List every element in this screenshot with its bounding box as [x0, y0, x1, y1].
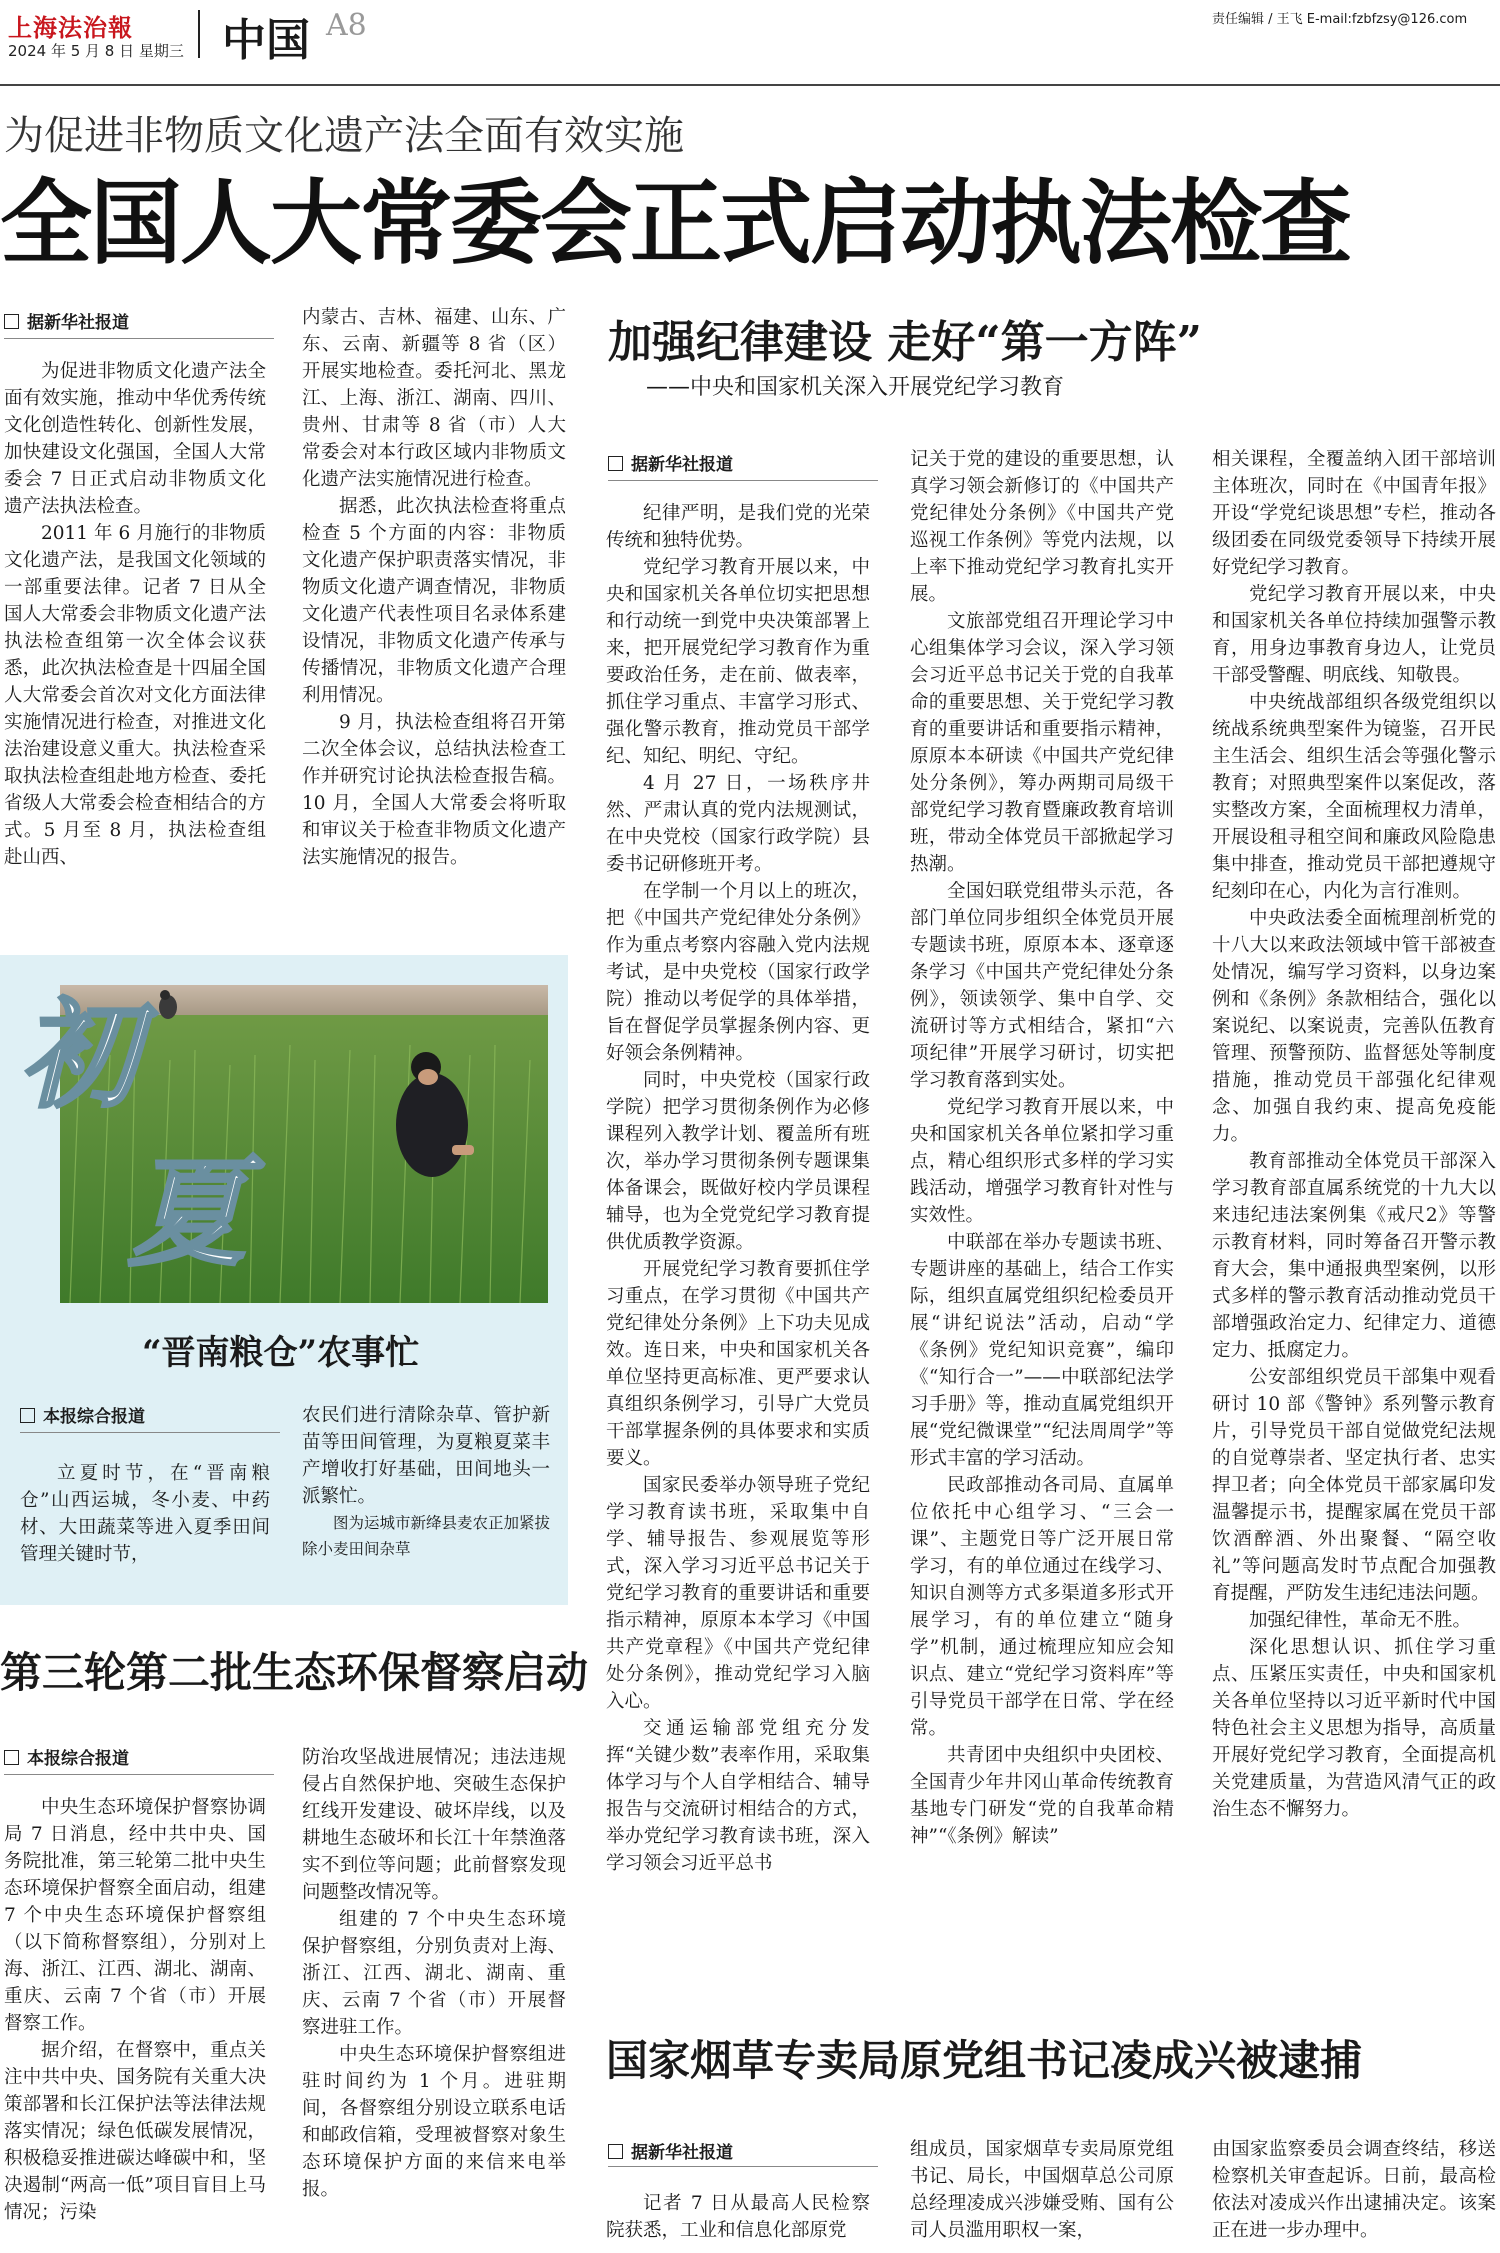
- party-paragraph: 开展党纪学习教育要抓住学习重点，在学习贯彻《中国共产党纪律处分条例》上下功夫见成效。连日来，中央和国家机关各单位坚持更高标准、更严要求认真组织条例学习，引导广大党员干部掌握条例的具体要求和实质要义。: [606, 1259, 870, 1469]
- party-column-2: [910, 446, 1174, 1850]
- party-paragraph: 中央统战部组织各级党组织以统战系统典型案件为镜鉴，召开民主生活会、组织生活会等强化警示教育；对照典型案件以案促改，落实整改方案，全面梳理权力清单，开展设租寻租空间和廉政风险隐患集中排查，推动党员干部把遵规守纪刻印在心，内化为言行准则。: [1212, 692, 1496, 902]
- party-paragraph: 教育部推动全体党员干部深入学习教育部直属系统党的十九大以来违纪违法案例集《戒尺2》等警示教育材料，同时筹备召开警示教育大会，集中通报典型案例，以形式多样的警示教育活动推动党员干部增强政治定力、纪律定力、道德定力、抵腐定力。: [1212, 1151, 1496, 1361]
- byline-box-icon: [608, 2144, 623, 2159]
- lead-paragraph: 9 月，执法检查组将召开第二次全体会议，总结执法检查工作并研究讨论执法检查报告稿。10 月，全国人大常委会将听取和审议关于检查非物质文化遗产法实施情况的报告。: [302, 712, 566, 868]
- party-paragraph: 中联部在举办专题读书班、专题讲座的基础上，结合工作实际，组织直属党组织纪检委员开展“讲纪说法”活动，启动“学《条例》党纪知识竞赛”，编印《“知行合一”——中联部纪法学习手册》等，推动直属党组织开展“党纪微课堂”“纪法周周学”等形式丰富的学习活动。: [910, 1232, 1174, 1469]
- issue-date: 2024 年 5 月 8 日 星期三: [8, 42, 184, 60]
- masthead-rule: [0, 84, 1500, 86]
- lead-paragraph: 据悉，此次执法检查将重点检查 5 个方面的内容：非物质文化遗产保护职责落实情况，非物质文化遗产调查情况，非物质文化遗产代表性项目名录体系建设情况，非物质文化遗产传承与传播情况，非物质文化遗产合理利用情况。: [302, 496, 566, 706]
- page-number: A8: [326, 8, 367, 43]
- photo-caption: 图为运城市新绛县麦农正加紧拔除小麦田间杂草: [302, 1514, 551, 1558]
- eco-paragraph: 中央生态环境保护督察组进驻时间约为 1 个月。进驻期间，各督察组分别设立联系电话和邮政信箱，受理被督察对象生态环境保护方面的来信来电举报。: [302, 2044, 566, 2200]
- tobacco-column-1: [606, 2190, 870, 2244]
- eco-paragraph: 中央生态环境保护督察协调局 7 日消息，经中共中央、国务院批准，第三轮第二批中央生态环境保护督察全面启动，组建 7 个中央生态环境保护督察组（以下简称督察组），分别对上海、浙江、江西、湖北、湖南、重庆、云南 7 个省（市）开展督察工作。: [4, 1797, 266, 2034]
- party-paragraph: 加强纪律性，革命无不胜。: [1249, 1610, 1472, 1631]
- tobacco-byline-rule: [608, 2166, 878, 2167]
- tobacco-byline: [608, 2138, 733, 2163]
- party-paragraph: 全国妇联党组带头示范，各部门单位同步组织全体党员开展专题读书班，原原本本、逐章逐条学习《中国共产党纪律处分条例》，领读领学、集中自学、交流研讨等方式相结合，紧扣“六项纪律”开展学习研讨，切实把学习教育落到实处。: [910, 881, 1174, 1091]
- calligraphy-character-1: 初: [20, 985, 139, 1124]
- party-byline: [608, 450, 733, 475]
- lead-byline: [4, 308, 129, 333]
- party-paragraph: 在学制一个月以上的班次，把《中国共产党纪律处分条例》作为重点考察内容融入党内法规考试，是中央党校（国家行政学院）推动以考促学的具体举措，旨在督促学员掌握条例内容、更好领会条例精神。: [606, 881, 870, 1064]
- editor-line: 责任编辑 / 王飞 E-mail:fzbfzsy@126.com: [1212, 12, 1468, 27]
- party-paragraph: 记关于党的建设的重要思想，认真学习领会新修订的《中国共产党纪律处分条例》《中国共产党巡视工作条例》等党内法规，以上率下推动党纪学习教育扎实开展。: [910, 449, 1174, 605]
- lead-paragraph: 内蒙古、吉林、福建、山东、广东、云南、新疆等 8 省（区）开展实地检查。委托河北、黑龙江、上海、浙江、湖南、四川、贵州、甘肃等 8 省（市）人大常委会对本行政区域内非物质文化遗产法实施情况进行检查。: [302, 307, 566, 490]
- lead-subhead: 为促进非物质文化遗产法全面有效实施: [4, 113, 684, 159]
- party-paragraph: 纪律严明，是我们党的光荣传统和独特优势。: [606, 503, 870, 551]
- tobacco-paragraph: 由国家监察委员会调查终结，移送检察机关审查起诉。日前，最高检依法对凌成兴作出逮捕决定。该案正在进一步办理中。: [1212, 2139, 1496, 2241]
- lead-paragraph: 2011 年 6 月施行的非物质文化遗产法，是我国文化领域的一部重要法律。记者 7 日从全国人大常委会非物质文化遗产法执法检查组第一次全体会议获悉，此次执法检查是十四届全国人大常委会首次对文化方面法律实施情况进行检查，对推进文化法治建设意义重大。执法检查采取执法检查组赴地方检查、委托省级人大常委会检查相结合的方式。5 月至 8 月，执法检查组赴山西、: [4, 523, 266, 868]
- photo-byline-rule: [20, 1432, 280, 1433]
- party-paragraph: 党纪学习教育开展以来，中央和国家机关各单位持续加强警示教育，用身边事教育身边人，让党员干部受警醒、明底线、知敬畏。: [1212, 584, 1496, 686]
- tobacco-column-3: [1212, 2136, 1496, 2244]
- tobacco-column-2: [910, 2136, 1174, 2244]
- lead-paragraph: 为促进非物质文化遗产法全面有效实施，推动中华优秀传统文化创造性转化、创新性发展，加快建设文化强国，全国人大常委会 7 日正式启动非物质文化遗产法执法检查。: [4, 361, 266, 517]
- lead-column-1: [4, 358, 266, 871]
- photo-byline: [20, 1402, 145, 1427]
- calligraphy-character-2: 夏: [128, 1143, 247, 1282]
- tobacco-paragraph: 记者 7 日从最高人民检察院获悉，工业和信息化部原党: [606, 2193, 870, 2241]
- eco-paragraph: 据介绍，在督察中，重点关注中共中央、国务院有关重大决策部署和长江保护法等法律法规落实情况；绿色低碳发展情况，积极稳妥推进碳达峰碳中和，坚决遏制“两高一低”项目盲目上马情况；污染: [4, 2040, 266, 2223]
- party-paragraph: 民政部推动各司局、直属单位依托中心组学习、“三会一课”、主题党日等广泛开展日常学习，有的单位通过在线学习、知识自测等方式多渠道多形式开展学习，有的单位建立“随身学”机制，通过梳理应知应会知识点、建立“党纪学习资料库”等引导党员干部学在日常、学在经常。: [910, 1475, 1174, 1739]
- lead-byline-text: 据新华社报道: [27, 313, 129, 333]
- party-paragraph: 中央政法委全面梳理剖析党的十八大以来政法领域中管干部被查处情况，编写学习资料，以身边案例和《条例》条款相结合，强化以案说纪、以案说责，完善队伍教育管理、预警预防、监督惩处等制度措施，推动党员干部强化纪律观念、加强自我约束、提高免疫能力。: [1212, 908, 1496, 1145]
- eco-byline: [4, 1744, 129, 1769]
- party-paragraph: 文旅部党组召开理论学习中心组集体学习会议，深入学习领会习近平总书记关于党的自我革命的重要思想、关于党纪学习教育的重要讲话和重要指示精神，原原本本研读《中国共产党纪律处分条例》，筹办两期司局级干部党纪学习教育暨廉政教育培训班，带动全体党员干部掀起学习热潮。: [910, 611, 1174, 875]
- photo-column-1: [20, 1460, 270, 1568]
- masthead-divider: [198, 10, 200, 58]
- party-paragraph: 4 月 27 日，一场秩序井然、严肃认真的党内法规测试，在中央党校（国家行政学院）县委书记研修班开考。: [606, 773, 870, 875]
- eco-column-2: [302, 1744, 566, 2203]
- eco-paragraph: 防治攻坚战进展情况；违法违规侵占自然保护地、突破生态保护红线开发建设、破坏岸线，以及耕地生态破坏和长江十年禁渔落实不到位等问题；此前督察发现问题整改情况等。: [302, 1747, 566, 1903]
- party-paragraph: 深化思想认识、抓住学习重点、压紧压实责任，中央和国家机关各单位坚持以习近平新时代中国特色社会主义思想为指导，高质量开展好党纪学习教育，全面提高机关党建质量，为营造风清气正的政治生态不懈努力。: [1212, 1637, 1496, 1820]
- party-paragraph: 党纪学习教育开展以来，中央和国家机关各单位紧扣学习重点，精心组织形式多样的学习实践活动，增强学习教育针对性与实效性。: [910, 1097, 1174, 1226]
- photo-paragraph: 农民们进行清除杂草、管护新苗等田间管理，为夏粮夏菜丰产增收打好基础，田间地头一派繁忙。: [302, 1405, 550, 1507]
- tobacco-byline-text: 据新华社报道: [631, 2143, 733, 2163]
- byline-box-icon: [4, 1750, 19, 1765]
- eco-byline-text: 本报综合报道: [27, 1749, 129, 1769]
- photo-paragraph: 立夏时节，在“晋南粮仓”山西运城，冬小麦、中药材、大田蔬菜等进入夏季田间管理关键时节，: [20, 1463, 270, 1565]
- photo-byline-text: 本报综合报道: [43, 1407, 145, 1427]
- lead-column-2: [302, 304, 566, 871]
- tobacco-headline: 国家烟草专卖局原党组书记凌成兴被逮捕: [606, 2036, 1363, 2085]
- tobacco-paragraph: 组成员，国家烟草专卖局原党组书记、局长，中国烟草总公司原总经理凌成兴涉嫌受贿、国有公司人员滥用职权一案，: [910, 2139, 1174, 2241]
- party-paragraph: 交通运输部党组充分发挥“关键少数”表率作用，采取集体学习与个人自学相结合、辅导报告与交流研讨相结合的方式，举办党纪学习教育读书班，深入学习领会习近平总书: [606, 1718, 870, 1874]
- party-column-3: [1212, 446, 1496, 1823]
- byline-box-icon: [4, 314, 19, 329]
- eco-byline-rule: [4, 1774, 274, 1775]
- section-name: 中国: [222, 15, 310, 66]
- party-paragraph: 共青团中央组织中央团校、全国青少年井冈山革命传统教育基地专门研发“党的自我革命精神”“《条例》解读”: [910, 1745, 1174, 1847]
- party-headline: 加强纪律建设 走好“第一方阵”: [608, 317, 1202, 368]
- party-paragraph: 党纪学习教育开展以来，中央和国家机关各单位切实把思想和行动统一到党中央决策部署上来，把开展党纪学习教育作为重要政治任务，走在前、做表率，抓住学习重点、丰富学习形式、强化警示教育，推动党员干部学纪、知纪、明纪、守纪。: [606, 557, 870, 767]
- party-paragraph: 国家民委举办领导班子党纪学习教育读书班，采取集中自学、辅导报告、参观展览等形式，深入学习习近平总书记关于党纪学习教育的重要讲话和重要指示精神，原原本本学习《中国共产党章程》《中国共产党纪律处分条例》，推动党纪学习入脑入心。: [606, 1475, 870, 1712]
- byline-box-icon: [608, 456, 623, 471]
- photo-story-title: “晋南粮仓”农事忙: [142, 1333, 420, 1373]
- party-column-1: [606, 500, 870, 1877]
- lead-byline-rule: [4, 338, 274, 339]
- party-paragraph: 公安部组织党员干部集中观看研讨 10 部《警钟》系列警示教育片，引导党员干部自觉做党纪法规的自觉尊崇者、坚定执行者、忠实捍卫者；向全体党员干部家属印发温馨提示书，提醒家属在党员干部饮酒醉酒、外出聚餐、“隔空收礼”等问题高发时节点配合加强教育提醒，严防发生违纪违法问题。: [1212, 1367, 1496, 1604]
- newspaper-logo: 上海法治報: [8, 13, 133, 42]
- photo-column-2: [302, 1402, 550, 1562]
- lead-headline: 全国人大常委会正式启动执法检查: [0, 169, 1351, 277]
- eco-headline: 第三轮第二批生态环保督察启动: [0, 1648, 589, 1697]
- eco-paragraph: 组建的 7 个中央生态环境保护督察组，分别负责对上海、浙江、江西、湖北、湖南、重庆、云南 7 个省（市）开展督察进驻工作。: [302, 1909, 566, 2038]
- party-subhead: ——中央和国家机关深入开展党纪学习教育: [646, 375, 1065, 400]
- party-paragraph: 相关课程，全覆盖纳入团干部培训主体班次，同时在《中国青年报》开设“学党纪谈思想”专栏，推动各级团委在同级党委领导下持续开展好党纪学习教育。: [1212, 449, 1496, 578]
- byline-box-icon: [20, 1408, 35, 1423]
- party-byline-text: 据新华社报道: [631, 455, 733, 475]
- party-paragraph: 同时，中央党校（国家行政学院）把学习贯彻条例作为必修课程列入教学计划、覆盖所有班次，举办学习贯彻条例专题课集体备课会，既做好校内学员课程辅导，也为全党党纪学习教育提供优质教学资源。: [606, 1070, 870, 1253]
- party-byline-rule: [608, 480, 878, 481]
- eco-column-1: [4, 1794, 266, 2226]
